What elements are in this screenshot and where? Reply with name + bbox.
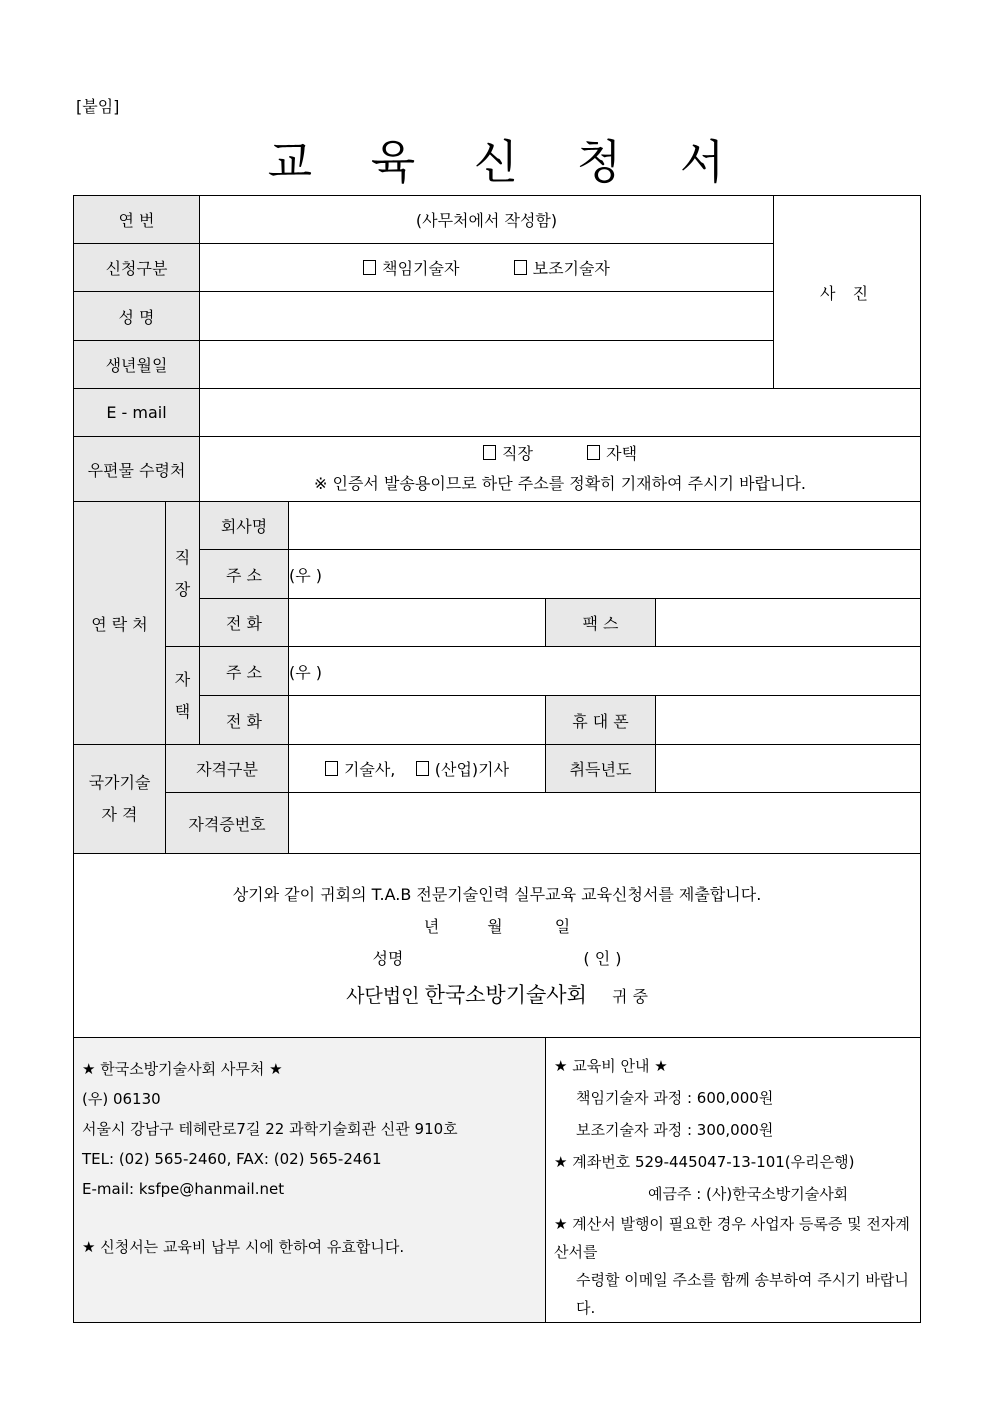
validity-note: ★ 신청서는 교육비 납부 시에 한하여 유효합니다. — [82, 1238, 405, 1256]
year-no-value: (사무처에서 작성함) — [200, 196, 774, 244]
option-home: 자택 — [606, 444, 638, 463]
checkbox-home[interactable] — [587, 445, 600, 460]
work-phone-label: 전 화 — [200, 599, 289, 647]
attachment-label: [붙임] — [76, 97, 120, 116]
cert-no-field[interactable] — [289, 793, 921, 854]
work-address-field[interactable]: (우 ) — [289, 550, 921, 599]
qualification-type-label: 자격구분 — [166, 745, 289, 793]
option-work: 직장 — [502, 444, 533, 463]
email-field[interactable] — [200, 389, 921, 437]
account-holder: 예금주 : (사)한국소방기술사회 — [648, 1185, 849, 1203]
home-address-label: 주 소 — [200, 647, 289, 696]
declaration-recipient: 사단법인 한국소방기술사회 귀 중 — [346, 982, 648, 1007]
mobile-field[interactable] — [656, 696, 921, 745]
mail-recipient-note: ※ 인증서 발송용이므로 하단 주소를 정확히 기재하여 주시기 바랍니다. — [314, 474, 806, 493]
option-assistant-engineer: 보조기술자 — [532, 259, 610, 278]
application-form — [73, 195, 921, 1323]
contact-label: 연 락 처 — [74, 502, 166, 745]
name-field[interactable] — [200, 292, 774, 341]
checkbox-industrial-engineer[interactable] — [416, 761, 429, 776]
year-no-label: 연 번 — [74, 196, 200, 244]
option-professional-engineer: 기술사, — [343, 760, 396, 779]
photo-box[interactable] — [774, 196, 921, 389]
invoice-note-1: ★ 계산서 발행이 필요한 경우 사업자 등록증 및 전자계산서를 — [554, 1215, 910, 1261]
declaration-date: 년 월 일 — [423, 916, 571, 936]
home-group-label: 자 택 — [166, 647, 200, 745]
checkbox-chief-engineer[interactable] — [363, 260, 376, 275]
checkbox-professional-engineer[interactable] — [325, 761, 338, 776]
office-postal: (우) 06130 — [82, 1090, 161, 1108]
office-address: 서울시 강남구 테헤란로7길 22 과학기술회관 신관 910호 — [82, 1120, 458, 1138]
mobile-label: 휴 대 폰 — [546, 696, 656, 745]
birth-field[interactable] — [200, 341, 774, 389]
work-group-label: 직 장 — [166, 502, 200, 647]
acquisition-year-label: 취득년도 — [546, 745, 656, 793]
option-chief-engineer: 책임기술자 — [382, 259, 460, 278]
seal-mark: ( 인 ) — [583, 948, 622, 968]
checkbox-work[interactable] — [483, 445, 496, 460]
cert-no-label: 자격증번호 — [166, 793, 289, 854]
office-info — [74, 1038, 546, 1323]
application-type-options — [200, 244, 774, 292]
company-label: 회사명 — [200, 502, 289, 550]
office-email: E-mail: ksfpe@hanmail.net — [82, 1180, 285, 1198]
work-phone-field[interactable] — [289, 599, 546, 647]
home-address-field[interactable]: (우 ) — [289, 647, 921, 696]
name-label: 성 명 — [74, 292, 200, 341]
office-heading: ★ 한국소방기술사회 사무처 ★ — [82, 1060, 283, 1078]
fax-label: 팩 스 — [546, 599, 656, 647]
work-address-label: 주 소 — [200, 550, 289, 599]
email-label: E - mail — [74, 389, 200, 437]
mail-recipient-options — [200, 437, 921, 502]
option-industrial-engineer: (산업)기사 — [434, 760, 510, 779]
fee-course-chief: 책임기술자 과정 : 600,000원 — [576, 1089, 774, 1107]
document-title: 교 육 신 청 서 — [267, 135, 747, 189]
home-phone-label: 전 화 — [200, 696, 289, 745]
declaration-signature: 성명 ( 인 ) — [372, 948, 622, 968]
fee-course-assistant: 보조기술자 과정 : 300,000원 — [576, 1121, 774, 1139]
office-tel-fax: TEL: (02) 565-2460, FAX: (02) 565-2461 — [82, 1150, 382, 1168]
company-field[interactable] — [289, 502, 921, 550]
qualification-label: 국가기술 자 격 — [74, 745, 166, 854]
birth-label: 생년월일 — [74, 341, 200, 389]
application-type-label: 신청구분 — [74, 244, 200, 292]
declaration-block — [74, 854, 921, 1038]
checkbox-assistant-engineer[interactable] — [514, 260, 527, 275]
photo-label: 사 진 — [820, 283, 875, 303]
fax-field[interactable] — [656, 599, 921, 647]
fee-heading: ★ 교육비 안내 ★ — [554, 1057, 668, 1075]
home-phone-field[interactable] — [289, 696, 546, 745]
bank-account: ★ 계좌번호 529-445047-13-101(우리은행) — [554, 1153, 855, 1171]
mail-recipient-label: 우편물 수령처 — [74, 437, 200, 502]
declaration-statement: 상기와 같이 귀회의 T.A.B 전문기술인력 실무교육 교육신청서를 제출합니다. — [232, 884, 762, 904]
fee-info — [546, 1038, 921, 1323]
acquisition-year-field[interactable] — [656, 745, 921, 793]
qualification-type-options — [289, 745, 546, 793]
invoice-note-2: 수령할 이메일 주소를 함께 송부하여 주시기 바랍니다. — [576, 1271, 909, 1317]
